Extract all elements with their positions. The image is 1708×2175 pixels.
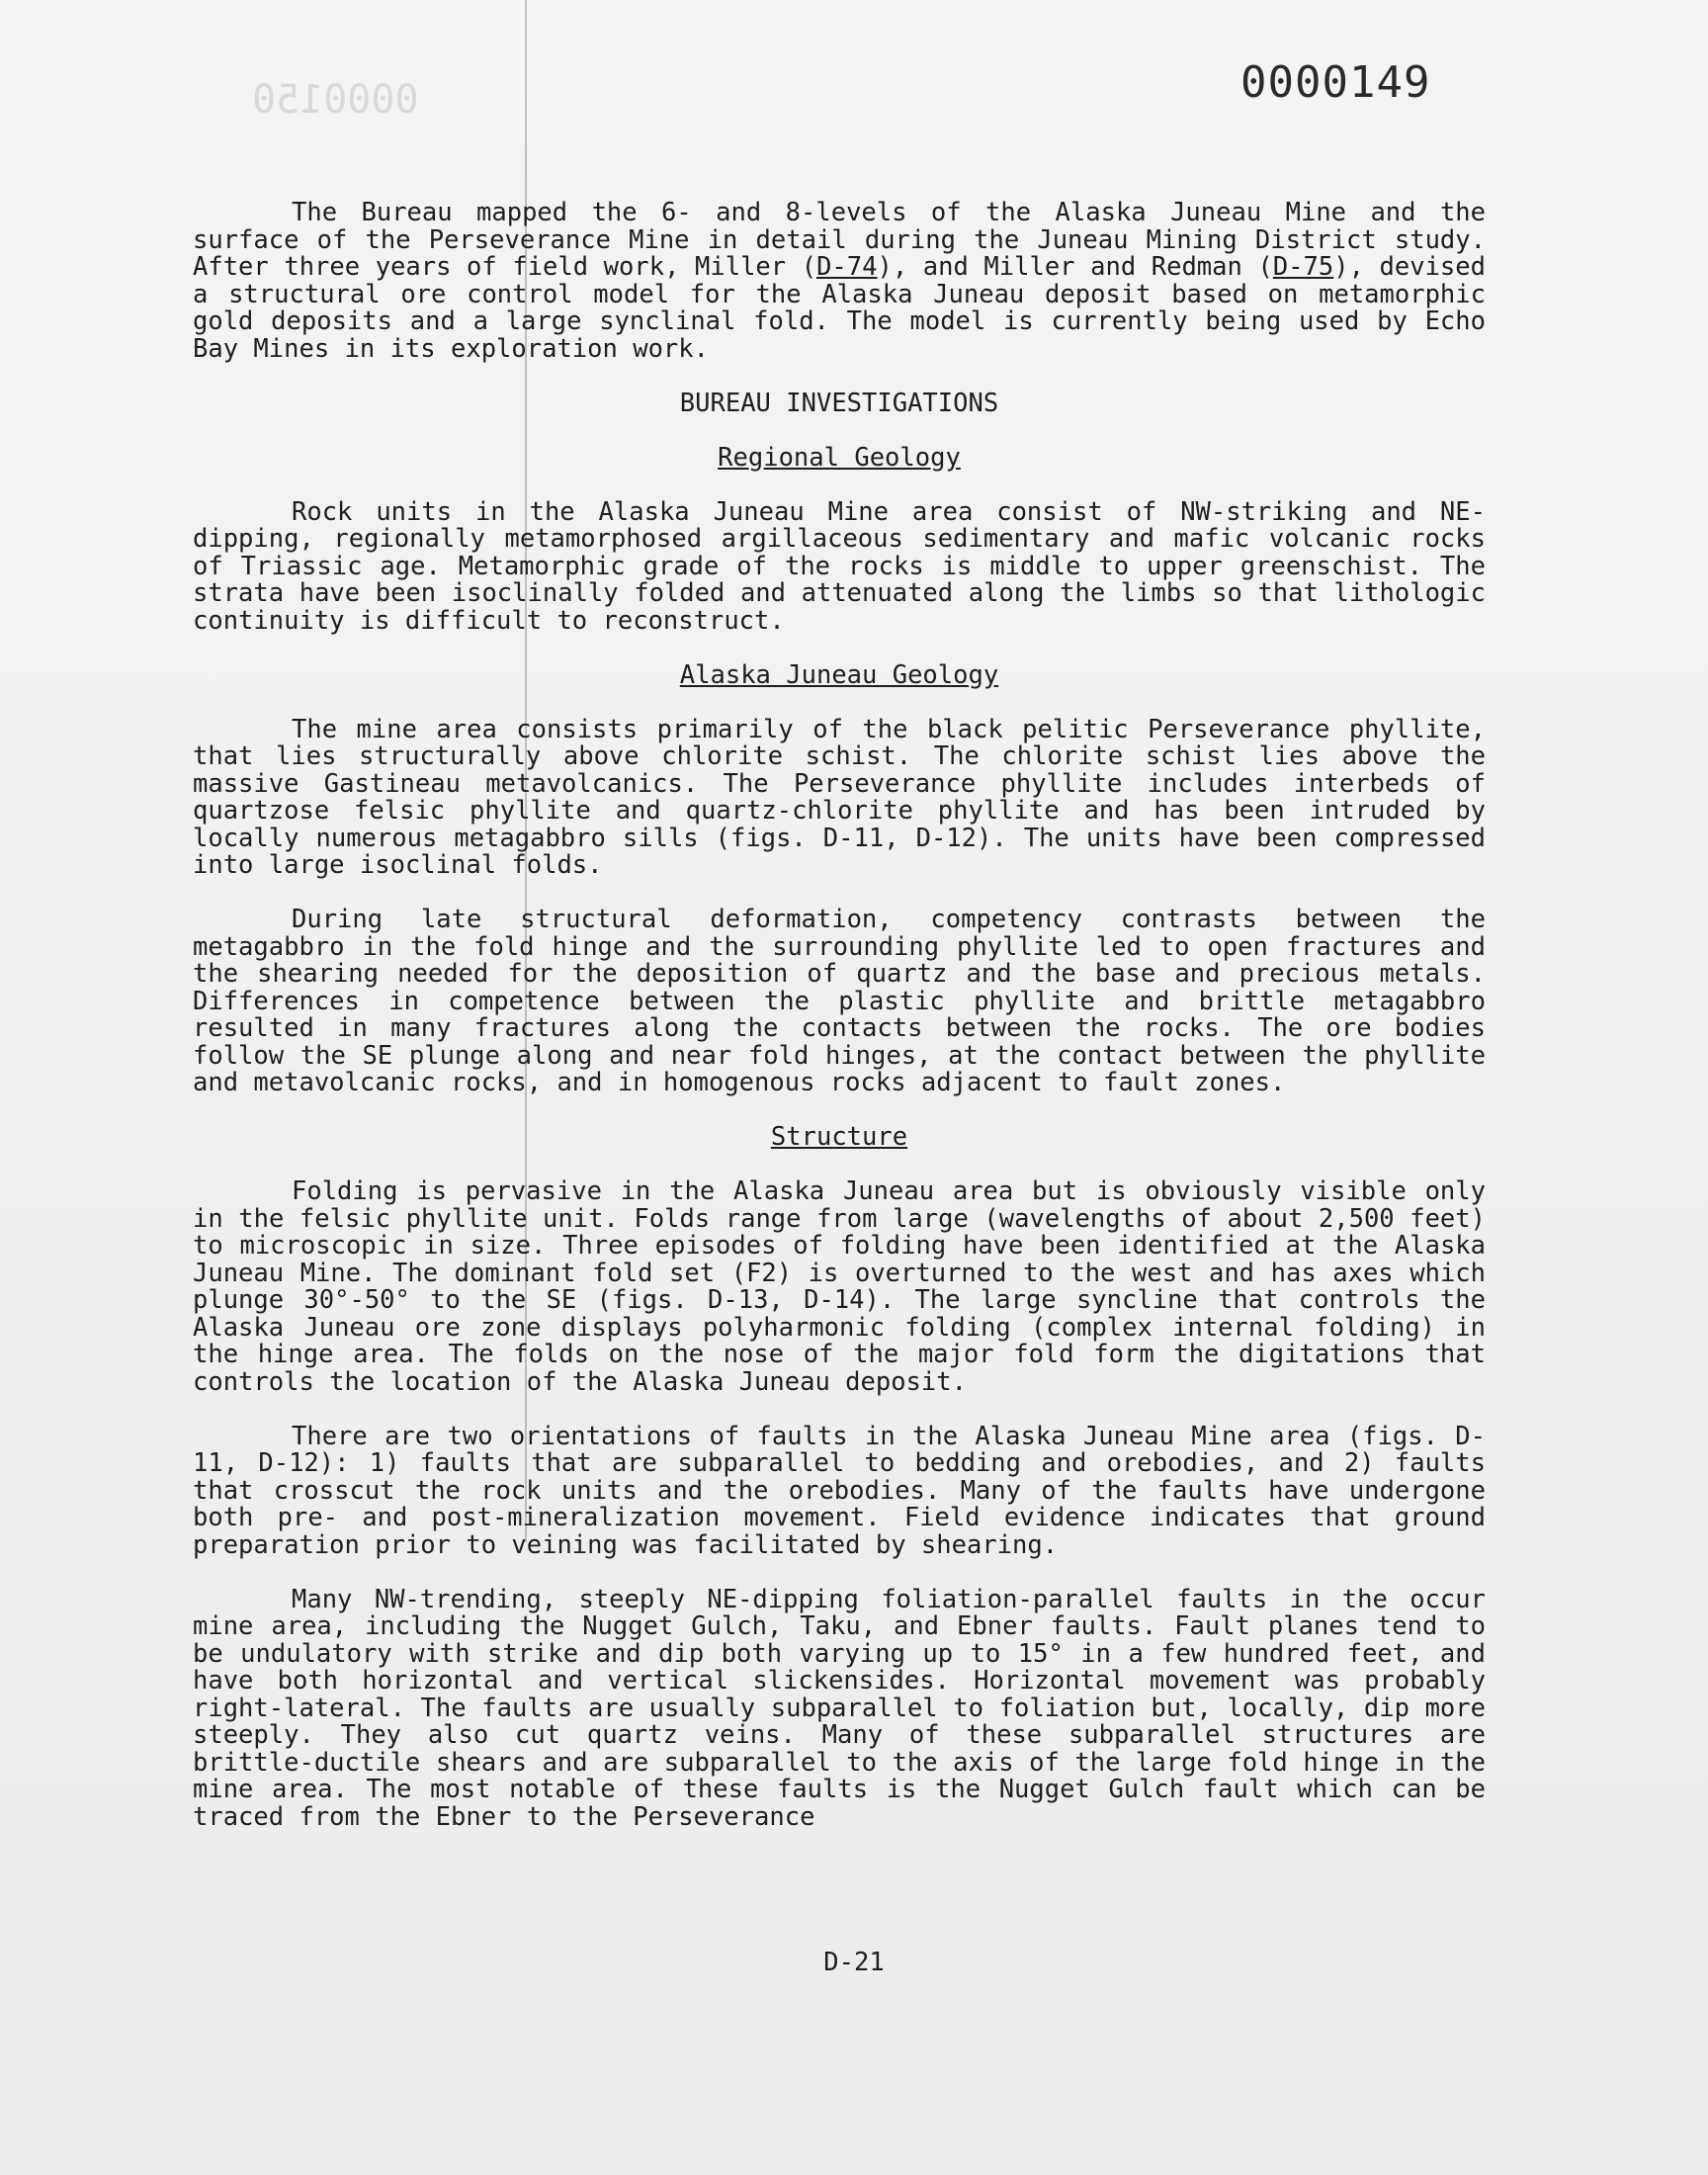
structure-heading-text: Structure [770,1122,908,1152]
regional-geology-paragraph: Rock units in the Alaska Juneau Mine area consist of NW-striking and NE-dipping, regionally metamorphosed argillaceous sedimentary and mafic volcanic rocks of Triassic age. Metamorphic grade of the rocks is middle to upper greenschist. The strata have been isoclinally folded and attenuated along the limbs so that lithologic continuity is difficult to reconstruct. [193,496,1486,636]
intro-text-3: ), devised a structural ore control model for the Alaska Juneau deposit based on metamorphic gold deposits and a large synclinal fold. The model is currently being used by Echo Bay Mines in its exploration work. [193,252,1486,364]
structure-paragraph-2: There are two orientations of faults in the Alaska Juneau Mine area (figs. D-11, D-12): 1) faults that are subparallel to bedding and orebodies, and 2) faults that crosscut the rock units and the orebodies. Many of the faults have undergone both pre- and post-mineralization movement. Field evidence indicates that ground preparation prior to veining was facilitated by shearing. [193,1421,1486,1560]
regional-geology-heading [193,442,1486,473]
alaska-juneau-geology-paragraph-1: The mine area consists primarily of the black pelitic Perseverance phyllite, that lies structurally above chlorite schist. The chlorite schist lies above the massive Gastineau metavolcanics. The Perseverance phyllite includes interbeds of quartzose felsic phyllite and quartz-chlorite phyllite and has been intruded by locally numerous metagabbro sills (figs. D-11, D-12). The units have been compressed into large isoclinal folds. [193,714,1486,880]
document-number-bleedthrough: 0000150 [252,77,419,123]
structure-paragraph-3: Many NW-trending, steeply NE-dipping foliation-parallel faults in the occur mine area, including the Nugget Gulch, Taku, and Ebner faults. Fault planes tend to be undulatory with strike and dip both varying up to 15° in a few hundred feet, and have both horizontal and vertical slickensides. Horizontal movement was probably right-lateral. The faults are usually subparallel to foliation but, locally, dip more steeply. They also cut quartz veins. Many of these subparallel structures are brittle-ductile shears and are subparallel to the axis of the large fold hinge in the mine area. The most notable of these faults is the Nugget Gulch fault which can be traced from the Ebner to the Perseverance [193,1584,1486,1832]
section-title: BUREAU INVESTIGATIONS [679,388,999,418]
reference-link-d75: D-75 [1272,252,1334,282]
alaska-juneau-geology-heading-text: Alaska Juneau Geology [679,659,999,690]
regional-geology-heading-text: Regional Geology [718,442,961,473]
structure-paragraph-1: Folding is pervasive in the Alaska Juneau area but is obviously visible only in the felsic phyllite unit. Folds range from large (wavelengths of about 2,500 feet) to microscopic in size. Three episodes of folding have been identified at the Alaska Juneau Mine. The dominant fold set (F2) is overturned to the west and has axes which plunge 30°-50° to the SE (figs. D-13, D-14). The large syncline that controls the Alaska Juneau ore zone displays polyharmonic folding (complex internal folding) in the hinge area. The folds on the nose of the major fold form the digitations that controls the location of the Alaska Juneau deposit. [193,1176,1486,1397]
alaska-juneau-geology-paragraph-2: During late structural deformation, competency contrasts between the metagabbro in the fold hinge and the surrounding phyllite led to open fractures and the shearing needed for the deposition of quartz and the base and precious metals. Differences in competence between the plastic phyllite and brittle metagabbro resulted in many fractures along the contacts between the rocks. The ore bodies follow the SE plunge along and near fold hinges, at the contact between the phyllite and metavolcanic rocks, and in homogenous rocks adjacent to fault zones. [193,905,1486,1097]
intro-text-2: ), and Miller and Redman ( [877,252,1273,282]
structure-heading [193,1124,1486,1152]
intro-text-1: The Bureau mapped the 6- and 8-levels of the Alaska Juneau Mine and the surface of the Perseverance Mine in detail during the Juneau Mining District study. After three years of field work, Miller ( [193,198,1486,282]
reference-link-d74: D-74 [816,252,878,282]
document-body [193,200,1486,1831]
document-number-stamp: 0000149 [1240,57,1431,108]
alaska-juneau-geology-heading [193,659,1486,690]
page-number: D-21 [823,1948,885,1977]
intro-paragraph [193,200,1486,363]
